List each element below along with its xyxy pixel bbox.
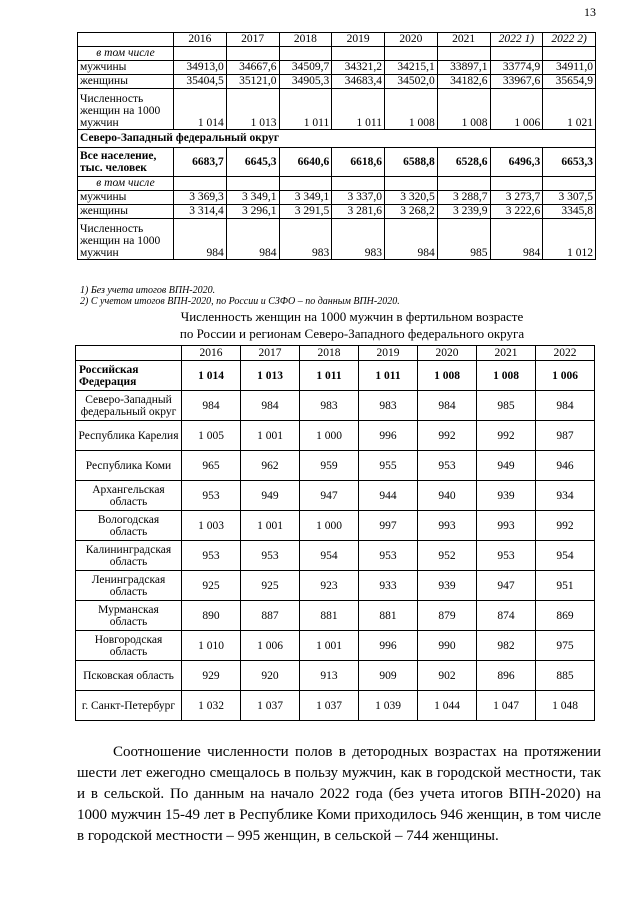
cell: 1 008 (385, 89, 438, 130)
cell: 982 (477, 631, 536, 661)
region-name: Новгородская область (76, 631, 182, 661)
cell: 1 011 (279, 89, 332, 130)
cell: 983 (359, 391, 418, 421)
year-header: 2017 (226, 33, 279, 47)
footnote: 2) С учетом итогов ВПН-2020, по России и СЗФО – по данным ВПН-2020. (80, 296, 400, 307)
cell: 953 (182, 481, 241, 511)
cell: 1 001 (300, 631, 359, 661)
cell: 33897,1 (437, 61, 490, 75)
cell: 985 (477, 391, 536, 421)
cell: 33774,9 (490, 61, 543, 75)
cell: 1 014 (182, 361, 241, 391)
table-row (76, 541, 595, 571)
cell: 992 (418, 421, 477, 451)
cell: 947 (300, 481, 359, 511)
cell: 925 (182, 571, 241, 601)
cell: 34683,4 (332, 75, 385, 89)
cell: 984 (182, 391, 241, 421)
cell: 879 (418, 601, 477, 631)
table-row (76, 391, 595, 421)
cell: 1 008 (418, 361, 477, 391)
cell: 951 (536, 571, 595, 601)
cell: 913 (300, 661, 359, 691)
cell: 909 (359, 661, 418, 691)
year-header: 2017 (241, 346, 300, 361)
cell: 874 (477, 601, 536, 631)
cell: 975 (536, 631, 595, 661)
cell: 939 (418, 571, 477, 601)
row-label: мужчины (78, 191, 174, 205)
year-header: 2019 (359, 346, 418, 361)
region-name: Псковская область (76, 661, 182, 691)
cell: 3 239,9 (437, 205, 490, 219)
cell: 953 (418, 451, 477, 481)
cell: 1 008 (437, 89, 490, 130)
cell: 985 (437, 219, 490, 260)
cell: 6618,6 (332, 148, 385, 177)
year-header: 2022 2) (543, 33, 596, 47)
cell: 1 006 (536, 361, 595, 391)
cell: 984 (536, 391, 595, 421)
cell: 1 000 (300, 511, 359, 541)
cell: 885 (536, 661, 595, 691)
footnote: 1) Без учета итогов ВПН-2020. (80, 285, 216, 296)
cell: 34911,0 (543, 61, 596, 75)
table-row (76, 571, 595, 601)
table-row (76, 451, 595, 481)
cell: 920 (241, 661, 300, 691)
region-name: Архангельская область (76, 481, 182, 511)
paragraph-text: Соотношение численности полов в детородных возрастах на протяжении шести лет ежегодно смещалось в пользу мужчин, как в городской местности, так и в сельской. По данным на начало 2022 года (без учета итогов ВПН-2020) на 1000 мужчин 15-49 лет в Республике Коми приходилось 946 женщин, в том числе в городской местности – 995 женщин, в сельской – 744 женщины. (77, 744, 601, 844)
cell: 1 044 (418, 691, 477, 721)
table-row (78, 205, 596, 219)
cell: 949 (477, 451, 536, 481)
cell: 1 048 (536, 691, 595, 721)
cell: 993 (477, 511, 536, 541)
year-header: 2020 (385, 33, 438, 47)
region-name: г. Санкт-Петербург (76, 691, 182, 721)
cell: 947 (477, 571, 536, 601)
cell: 959 (300, 451, 359, 481)
cell: 997 (359, 511, 418, 541)
table-row (76, 421, 595, 451)
cell: 1 032 (182, 691, 241, 721)
cell: 34502,0 (385, 75, 438, 89)
year-header: 2021 (437, 33, 490, 47)
fertility-ratio-table (75, 345, 595, 721)
cell: 990 (418, 631, 477, 661)
cell: 890 (182, 601, 241, 631)
cell: 944 (359, 481, 418, 511)
table-row (78, 75, 596, 89)
table-title-line: по России и регионам Северо-Западного федерального округа (179, 326, 525, 341)
cell: 6683,7 (174, 148, 227, 177)
cell: 1 005 (182, 421, 241, 451)
table-row (76, 691, 595, 721)
row-label: Численность женщин на 1000 мужчин (78, 219, 174, 260)
year-header: 2018 (300, 346, 359, 361)
row-label: женщины (78, 205, 174, 219)
cell: 934 (536, 481, 595, 511)
table-row (76, 631, 595, 661)
row-label: в том числе (78, 177, 174, 191)
cell: 3 222,6 (490, 205, 543, 219)
cell: 939 (477, 481, 536, 511)
cell: 933 (359, 571, 418, 601)
cell: 6653,3 (543, 148, 596, 177)
cell: 953 (359, 541, 418, 571)
cell: 3 320,5 (385, 191, 438, 205)
cell: 923 (300, 571, 359, 601)
row-label: в том числе (78, 47, 174, 61)
cell: 993 (418, 511, 477, 541)
cell: 1 006 (241, 631, 300, 661)
cell: 1 012 (543, 219, 596, 260)
table-row (78, 177, 596, 191)
cell: 3345,8 (543, 205, 596, 219)
region-name: Северо-Западный федеральный округ (76, 391, 182, 421)
cell: 996 (359, 631, 418, 661)
cell: 983 (300, 391, 359, 421)
cell: 1 010 (182, 631, 241, 661)
region-name: Мурманская область (76, 601, 182, 631)
cell: 881 (300, 601, 359, 631)
table-title-line: Численность женщин на 1000 мужчин в фертильном возрасте (180, 309, 524, 324)
cell: 962 (241, 451, 300, 481)
cell: 3 291,5 (279, 205, 332, 219)
row-label: женщины (78, 75, 174, 89)
table-title (77, 308, 627, 342)
cell: 984 (241, 391, 300, 421)
cell: 3 349,1 (279, 191, 332, 205)
cell: 987 (536, 421, 595, 451)
cell: 1 037 (300, 691, 359, 721)
cell: 983 (279, 219, 332, 260)
cell: 996 (359, 421, 418, 451)
table-row (78, 47, 596, 61)
cell: 3 349,1 (226, 191, 279, 205)
header-empty-cell (78, 33, 174, 47)
cell: 33967,6 (490, 75, 543, 89)
cell: 896 (477, 661, 536, 691)
table-row (78, 191, 596, 205)
cell: 984 (490, 219, 543, 260)
cell: 34905,3 (279, 75, 332, 89)
cell: 881 (359, 601, 418, 631)
year-header: 2016 (174, 33, 227, 47)
region-name: Вологодская область (76, 511, 182, 541)
cell: 6640,6 (279, 148, 332, 177)
cell: 34509,7 (279, 61, 332, 75)
cell: 1 011 (332, 89, 385, 130)
table-row (76, 601, 595, 631)
cell: 3 296,1 (226, 205, 279, 219)
cell: 1 003 (182, 511, 241, 541)
cell: 1 014 (174, 89, 227, 130)
table-row (76, 511, 595, 541)
cell: 35654,9 (543, 75, 596, 89)
cell: 34913,0 (174, 61, 227, 75)
region-name: Калининградская область (76, 541, 182, 571)
page-number: 13 (584, 5, 596, 19)
cell: 6528,6 (437, 148, 490, 177)
row-label: мужчины (78, 61, 174, 75)
cell: 1 011 (300, 361, 359, 391)
cell: 953 (241, 541, 300, 571)
table-row (78, 219, 596, 260)
cell: 34321,2 (332, 61, 385, 75)
cell: 35121,0 (226, 75, 279, 89)
cell: 983 (332, 219, 385, 260)
table-row (76, 661, 595, 691)
cell: 3 314,4 (174, 205, 227, 219)
year-header: 2019 (332, 33, 385, 47)
table-row (78, 61, 596, 75)
cell: 1 039 (359, 691, 418, 721)
cell: 954 (536, 541, 595, 571)
table-header-row (76, 346, 595, 361)
cell: 955 (359, 451, 418, 481)
region-name: Ленинградская область (76, 571, 182, 601)
cell: 1 000 (300, 421, 359, 451)
year-header: 2021 (477, 346, 536, 361)
cell: 3 268,2 (385, 205, 438, 219)
cell: 953 (477, 541, 536, 571)
footnotes (80, 285, 400, 307)
region-name: Северо-Западный федеральный округ (78, 130, 596, 148)
table-row (76, 481, 595, 511)
body-paragraph (77, 742, 601, 847)
row-label: Все население, тыс. человек (78, 148, 174, 177)
cell: 902 (418, 661, 477, 691)
cell: 887 (241, 601, 300, 631)
cell: 953 (182, 541, 241, 571)
region-name: Российская Федерация (76, 361, 182, 391)
region-name: Республика Карелия (76, 421, 182, 451)
cell: 992 (536, 511, 595, 541)
cell: 952 (418, 541, 477, 571)
cell: 946 (536, 451, 595, 481)
cell: 992 (477, 421, 536, 451)
year-header: 2016 (182, 346, 241, 361)
cell: 925 (241, 571, 300, 601)
header-empty-cell (76, 346, 182, 361)
year-header: 2022 (536, 346, 595, 361)
cell: 3 337,0 (332, 191, 385, 205)
cell: 34215,1 (385, 61, 438, 75)
cell: 34182,6 (437, 75, 490, 89)
cell: 984 (226, 219, 279, 260)
year-header: 2018 (279, 33, 332, 47)
cell: 1 047 (477, 691, 536, 721)
population-table (77, 32, 596, 260)
cell: 929 (182, 661, 241, 691)
cell: 1 001 (241, 511, 300, 541)
cell: 3 369,3 (174, 191, 227, 205)
cell: 1 013 (226, 89, 279, 130)
cell: 1 021 (543, 89, 596, 130)
cell: 1 011 (359, 361, 418, 391)
cell: 35404,5 (174, 75, 227, 89)
year-header: 2020 (418, 346, 477, 361)
row-label: Численность женщин на 1000 мужчин (78, 89, 174, 130)
cell: 965 (182, 451, 241, 481)
cell: 949 (241, 481, 300, 511)
cell: 3 288,7 (437, 191, 490, 205)
year-header: 2022 1) (490, 33, 543, 47)
cell: 6496,3 (490, 148, 543, 177)
cell: 869 (536, 601, 595, 631)
table-row (78, 89, 596, 130)
cell: 34667,6 (226, 61, 279, 75)
cell: 954 (300, 541, 359, 571)
cell: 3 307,5 (543, 191, 596, 205)
cell: 1 037 (241, 691, 300, 721)
cell: 6588,8 (385, 148, 438, 177)
table-row (76, 361, 595, 391)
region-name: Республика Коми (76, 451, 182, 481)
region-header-row (78, 130, 596, 148)
table-row (78, 148, 596, 177)
cell: 984 (418, 391, 477, 421)
cell: 6645,3 (226, 148, 279, 177)
cell: 3 273,7 (490, 191, 543, 205)
table-header-row (78, 33, 596, 47)
cell: 1 008 (477, 361, 536, 391)
cell: 984 (174, 219, 227, 260)
cell: 1 013 (241, 361, 300, 391)
cell: 984 (385, 219, 438, 260)
cell: 940 (418, 481, 477, 511)
cell: 3 281,6 (332, 205, 385, 219)
cell: 1 001 (241, 421, 300, 451)
cell: 1 006 (490, 89, 543, 130)
